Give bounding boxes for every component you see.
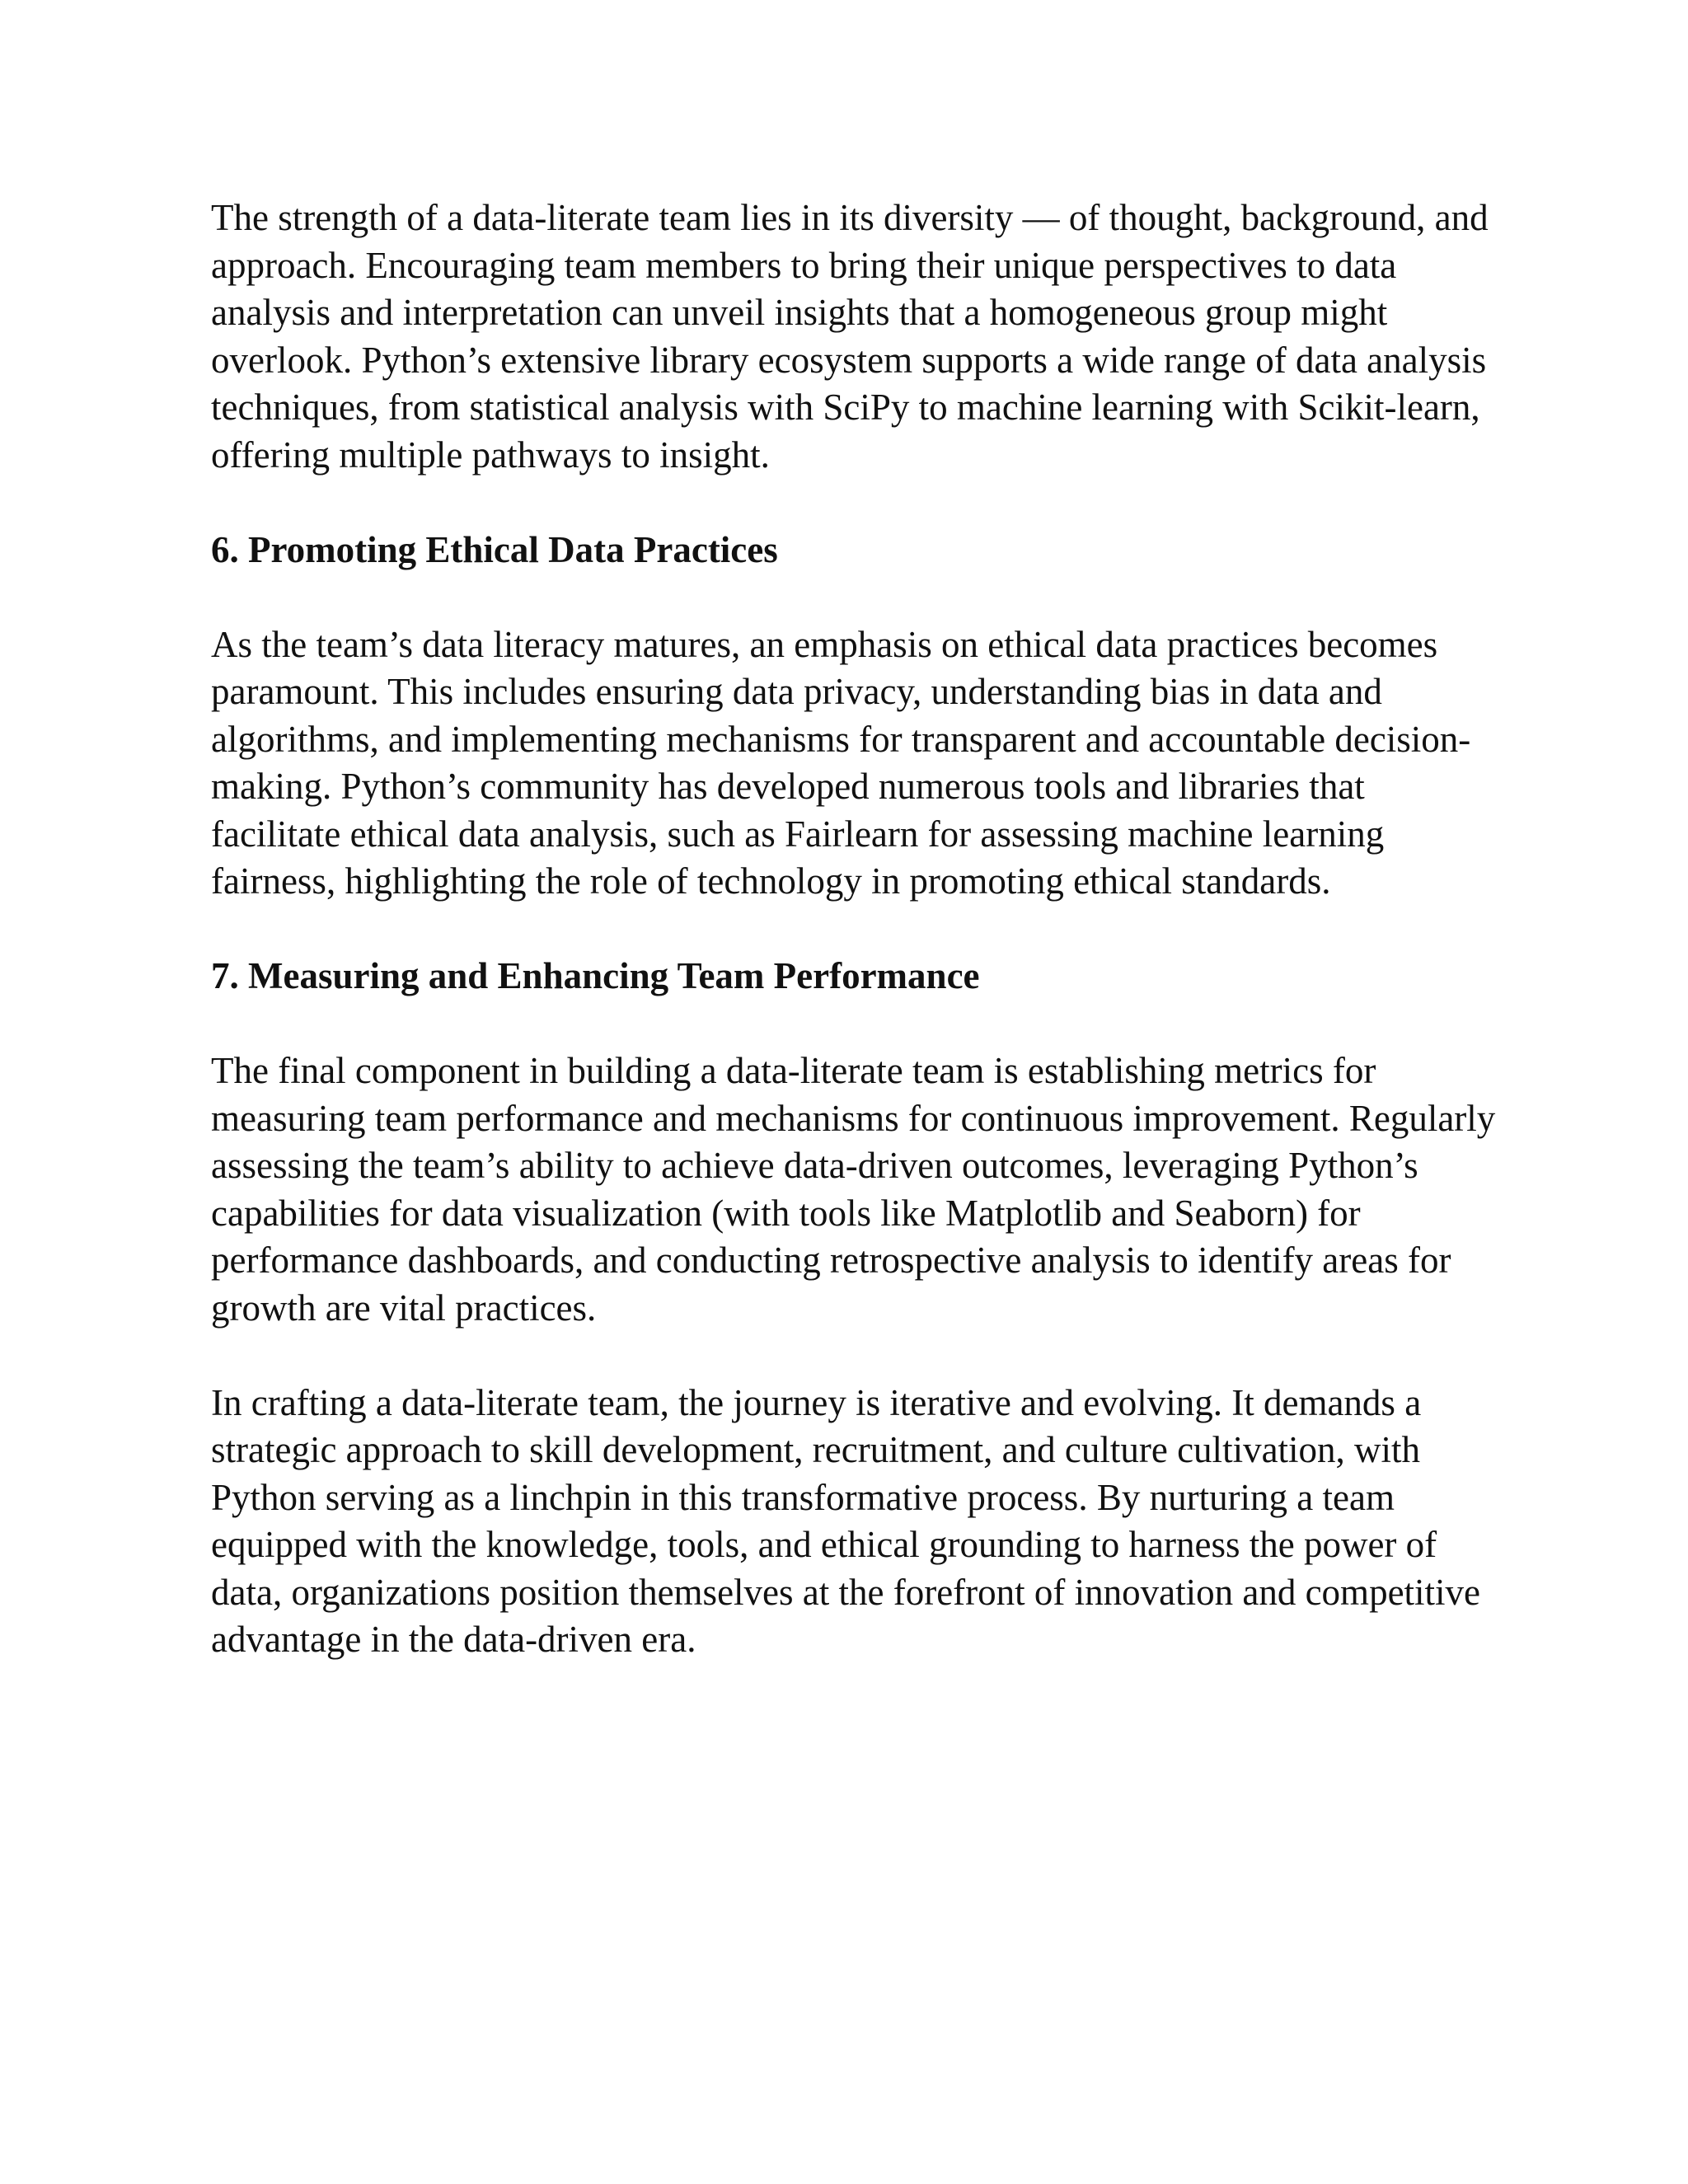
body-paragraph-conclusion: In crafting a data-literate team, the journey is iterative and evolving. It demands a strategic approach to skill development, recruitment, and culture cultivation, with Python serving as a linchpin in this transformative process. By nurturing a team equipped with the knowledge, tools, and ethical grounding to harness the power of data, organizations position themselves at the forefront of innovation and competitive advantage in the data-driven era. [211, 1381, 1481, 1660]
section-heading-ethical-data-practices: 6. Promoting Ethical Data Practices [211, 528, 778, 570]
section-heading-team-performance: 7. Measuring and Enhancing Team Performance [211, 955, 980, 996]
body-paragraph-team-performance: The final component in building a data-literate team is establishing metrics for measuring team performance and mechanisms for continuous improvement. Regularly assessing the team’s ability to achieve data-driven outcomes, leveraging Python’s capabilities for data visualization (with tools like Matplotlib and Seaborn) for performance dashboards, and conducting retrospective analysis to identify areas for growth are vital practices. [211, 1050, 1496, 1329]
body-paragraph-ethical-practices: As the team’s data literacy matures, an emphasis on ethical data practices becomes paramount. This includes ensuring data privacy, understanding bias in data and algorithms, and implementing mechanisms for transparent and accountable decision-making. Python’s community has developed numerous tools and libraries that facilitate ethical data analysis, such as Fairlearn for assessing machine learning fairness, highlighting the role of technology in promoting ethical standards. [211, 623, 1471, 902]
body-paragraph-diversity: The strength of a data-literate team lies in its diversity — of thought, background, and approach. Encouraging team members to bring their unique perspectives to data analysis and interpretation can unveil insights that a homogeneous group might overlook. Python’s extensive library ecosystem supports a wide range of data analysis techniques, from statistical analysis with SciPy to machine learning with Scikit-learn, offering multiple pathways to insight. [211, 197, 1489, 476]
document-body [211, 194, 1497, 1711]
